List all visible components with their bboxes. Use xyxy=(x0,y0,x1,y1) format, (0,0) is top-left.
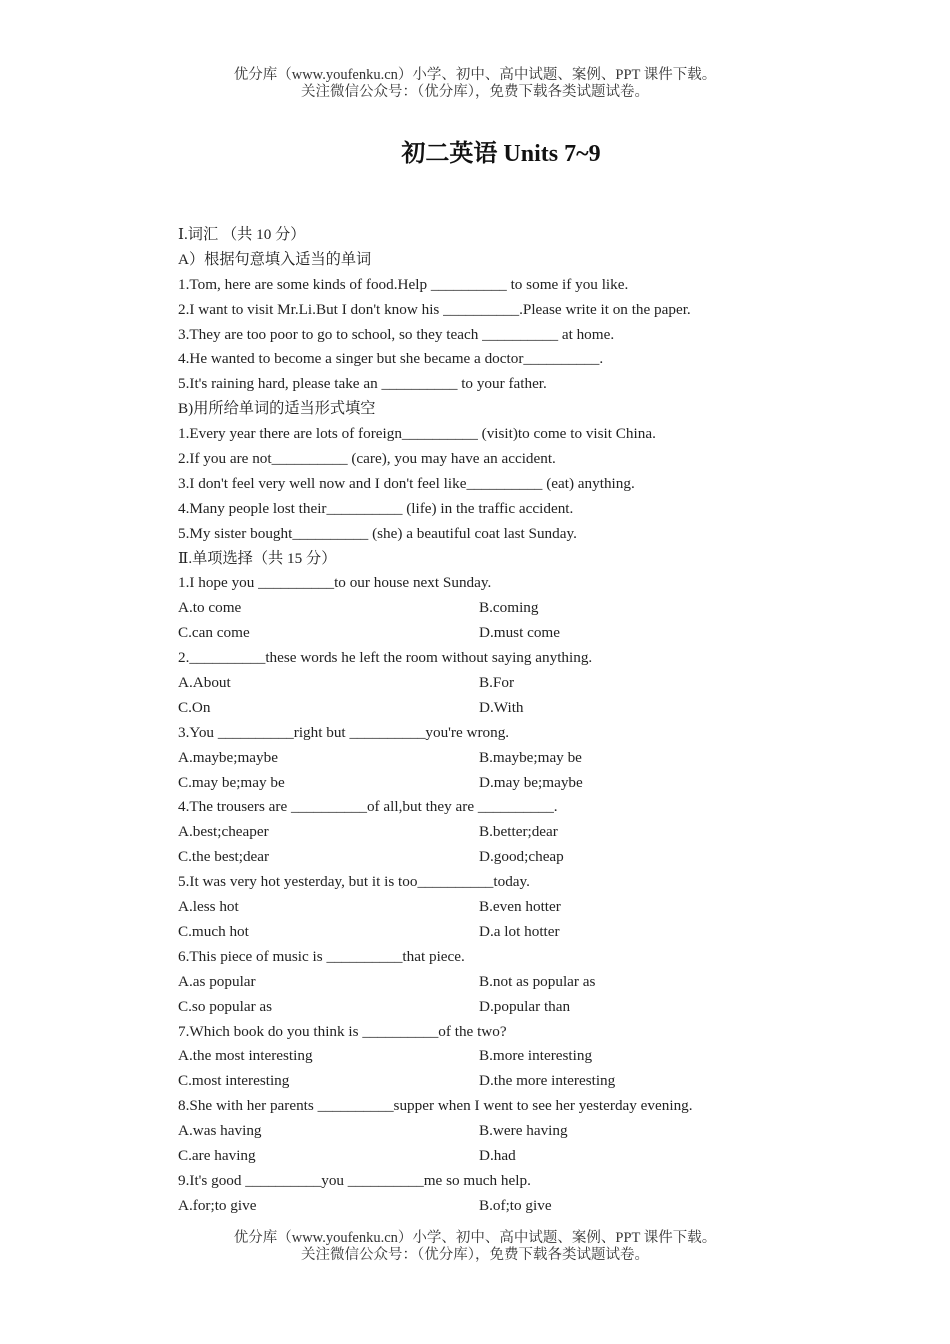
part-a-item-1: 1.Tom, here are some kinds of food.Help __________ to some if you like. xyxy=(178,275,629,293)
part-b-heading: B)用所给单词的适当形式填空 xyxy=(178,400,376,418)
options-row xyxy=(178,1194,878,1219)
part-a-heading: A）根据句意填入适当的单词 xyxy=(178,250,372,268)
option-c: C.the best;dear xyxy=(178,848,270,866)
question-8: 8.She with her parents __________supper when I went to see her yesterday evening. xyxy=(178,1097,693,1115)
option-d: D.good;cheap xyxy=(479,848,564,866)
options-row xyxy=(178,746,878,771)
option-c: C.so popular as xyxy=(178,997,273,1015)
option-b: B.not as popular as xyxy=(479,972,596,990)
header-line-2: 关注微信公众号：（优分库），免费下载各类试题试卷。 xyxy=(301,84,649,100)
document-title: 初二英语 Units 7~9 xyxy=(401,141,601,167)
options-row xyxy=(178,1044,878,1069)
page-footer xyxy=(0,1230,950,1264)
part-a-item-5: 5.It's raining hard, please take an __________ to your father. xyxy=(178,375,547,393)
question-1: 1.I hope you __________to our house next Sunday. xyxy=(178,574,492,592)
option-a: A.About xyxy=(178,674,231,692)
section-1-heading: Ⅰ.词汇 （共 10 分） xyxy=(178,226,306,243)
option-d: D.the more interesting xyxy=(479,1072,616,1090)
options-row xyxy=(178,970,878,995)
part-a-item-3: 3.They are too poor to go to school, so they teach __________ at home. xyxy=(178,325,615,343)
option-d: D.a lot hotter xyxy=(479,922,560,940)
footer-line-1: 优分库（www.youfenku.cn）小学、初中、高中试题、案例、PPT 课件下载。 xyxy=(233,1230,717,1246)
part-a-item-2: 2.I want to visit Mr.Li.But I don't know his __________.Please write it on the paper. xyxy=(178,300,691,318)
option-c: C.can come xyxy=(178,624,250,642)
options-row xyxy=(178,671,878,696)
document-body xyxy=(178,223,878,1219)
option-a: A.best;cheaper xyxy=(178,823,269,841)
options-row xyxy=(178,820,878,845)
option-b: B.better;dear xyxy=(479,823,558,841)
option-c: C.On xyxy=(178,698,211,716)
option-d: D.With xyxy=(479,698,524,716)
option-b: B.even hotter xyxy=(479,898,561,916)
option-a: A.to come xyxy=(178,599,242,617)
options-row xyxy=(178,995,878,1020)
option-a: A.less hot xyxy=(178,898,239,916)
question-5: 5.It was very hot yesterday, but it is too__________today. xyxy=(178,873,530,891)
options-row xyxy=(178,920,878,945)
option-b: B.more interesting xyxy=(479,1047,593,1065)
options-row xyxy=(178,895,878,920)
option-c: C.most interesting xyxy=(178,1072,290,1090)
option-a: A.as popular xyxy=(178,972,256,990)
options-row xyxy=(178,596,878,621)
part-b-item-1: 1.Every year there are lots of foreign__________ (visit)to come to visit China. xyxy=(178,425,656,443)
part-a-item-4: 4.He wanted to become a singer but she became a doctor__________. xyxy=(178,350,604,368)
option-a: A.for;to give xyxy=(178,1196,257,1214)
option-b: B.coming xyxy=(479,599,539,617)
option-c: C.are having xyxy=(178,1146,256,1164)
option-c: C.may be;may be xyxy=(178,773,285,791)
part-b-item-5: 5.My sister bought__________ (she) a beautiful coat last Sunday. xyxy=(178,524,577,542)
options-row xyxy=(178,1144,878,1169)
question-6: 6.This piece of music is __________that piece. xyxy=(178,947,465,965)
question-3: 3.You __________right but __________you're wrong. xyxy=(178,723,510,741)
question-7: 7.Which book do you think is __________of the two? xyxy=(178,1022,507,1040)
options-row xyxy=(178,621,878,646)
header-line-1: 优分库（www.youfenku.cn）小学、初中、高中试题、案例、PPT 课件下载。 xyxy=(233,67,717,83)
option-d: D.popular than xyxy=(479,997,571,1015)
footer-line-2: 关注微信公众号：（优分库），免费下载各类试题试卷。 xyxy=(301,1247,649,1263)
question-4: 4.The trousers are __________of all,but they are __________. xyxy=(178,798,558,816)
options-row xyxy=(178,1119,878,1144)
option-d: D.had xyxy=(479,1146,516,1164)
option-b: B.of;to give xyxy=(479,1196,552,1214)
question-9: 9.It's good __________you __________me so much help. xyxy=(178,1171,531,1189)
page-header xyxy=(0,67,950,101)
option-b: B.were having xyxy=(479,1122,568,1140)
option-a: A.the most interesting xyxy=(178,1047,313,1065)
option-d: D.may be;maybe xyxy=(479,773,583,791)
part-b-item-4: 4.Many people lost their__________ (life) in the traffic accident. xyxy=(178,499,574,517)
option-a: A.maybe;maybe xyxy=(178,748,278,766)
option-c: C.much hot xyxy=(178,922,249,940)
options-row xyxy=(178,1069,878,1094)
option-d: D.must come xyxy=(479,624,560,642)
options-row xyxy=(178,845,878,870)
options-row xyxy=(178,771,878,796)
option-a: A.was having xyxy=(178,1122,262,1140)
part-b-item-2: 2.If you are not__________ (care), you may have an accident. xyxy=(178,450,556,468)
option-b: B.For xyxy=(479,674,515,692)
options-row xyxy=(178,696,878,721)
option-b: B.maybe;may be xyxy=(479,748,582,766)
part-b-item-3: 3.I don't feel very well now and I don't feel like__________ (eat) anything. xyxy=(178,474,635,492)
question-2: 2.__________these words he left the room without saying anything. xyxy=(178,649,593,667)
section-2-heading: Ⅱ.单项选择（共 15 分） xyxy=(178,549,337,567)
